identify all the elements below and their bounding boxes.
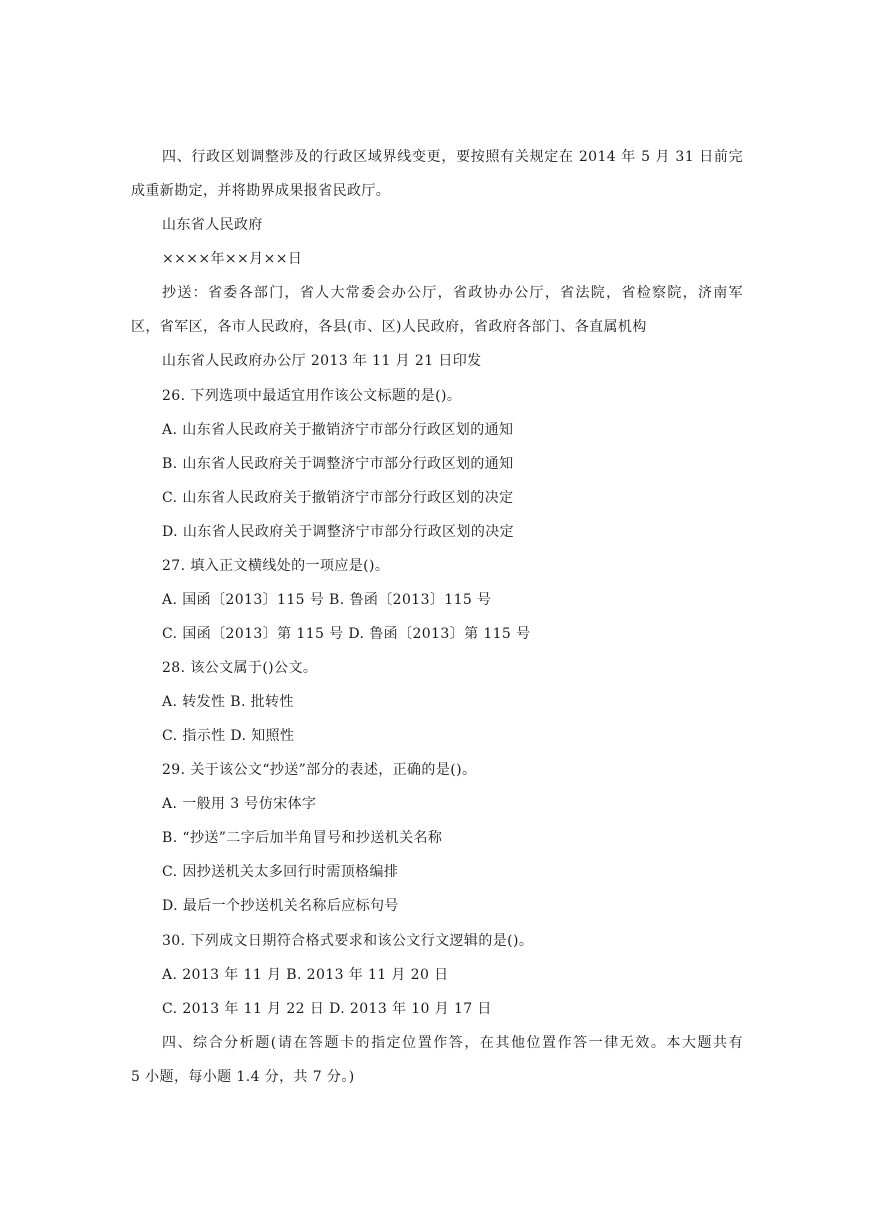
body-paragraph: 四、行政区划调整涉及的行政区域界线变更，要按照有关规定在 2014 年 5 月 31 日前完 <box>162 149 743 165</box>
answer-option: C. 指示性 D. 知照性 <box>162 728 295 744</box>
answer-option: C. 因抄送机关太多回行时需顶格编排 <box>162 864 399 880</box>
answer-option: A. 转发性 B. 批转性 <box>162 694 294 710</box>
answer-option: A. 2013 年 11 月 B. 2013 年 11 月 20 日 <box>162 967 449 983</box>
answer-option: B. “抄送”二字后加半角冒号和抄送机关名称 <box>162 830 443 846</box>
answer-option: D. 山东省人民政府关于调整济宁市部分行政区划的决定 <box>162 524 515 540</box>
issuer-signature: 山东省人民政府 <box>162 217 263 233</box>
answer-option: B. 山东省人民政府关于调整济宁市部分行政区划的通知 <box>162 456 514 472</box>
question-stem: 27. 填入正文横线处的一项应是()。 <box>162 558 390 574</box>
issue-date: ××××年××月××日 <box>162 251 303 267</box>
answer-option: A. 一般用 3 号仿宋体字 <box>162 796 317 812</box>
question-stem: 30. 下列成文日期符合格式要求和该公文行文逻辑的是()。 <box>162 933 534 949</box>
answer-option: A. 国函〔2013〕115 号 B. 鲁函〔2013〕115 号 <box>162 592 492 608</box>
body-paragraph: 成重新勘定，并将勘界成果报省民政厅。 <box>131 183 391 199</box>
answer-option: D. 最后一个抄送机关名称后应标句号 <box>162 898 399 914</box>
question-stem: 29. 关于该公文“抄送”部分的表述，正确的是()。 <box>162 762 477 778</box>
cc-recipients: 抄送：省委各部门，省人大常委会办公厅，省政协办公厅，省法院，省检察院，济南军 <box>162 285 743 301</box>
answer-option: C. 国函〔2013〕第 115 号 D. 鲁函〔2013〕第 115 号 <box>162 626 531 642</box>
section-heading: 5 小题，每小题 1.4 分，共 7 分。) <box>131 1069 355 1085</box>
answer-option: C. 2013 年 11 月 22 日 D. 2013 年 10 月 17 日 <box>162 1001 492 1017</box>
print-info: 山东省人民政府办公厅 2013 年 11 月 21 日印发 <box>162 353 482 369</box>
question-stem: 28. 该公文属于()公文。 <box>162 660 318 676</box>
question-stem: 26. 下列选项中最适宜用作该公文标题的是()。 <box>162 388 462 404</box>
cc-recipients: 区，省军区，各市人民政府，各县(市、区)人民政府，省政府各部门、各直属机构 <box>131 319 647 335</box>
section-heading: 四、综合分析题(请在答题卡的指定位置作答，在其他位置作答一律无效。本大题共有 <box>162 1035 743 1051</box>
answer-option: A. 山东省人民政府关于撤销济宁市部分行政区划的通知 <box>162 422 514 438</box>
answer-option: C. 山东省人民政府关于撤销济宁市部分行政区划的决定 <box>162 490 514 506</box>
